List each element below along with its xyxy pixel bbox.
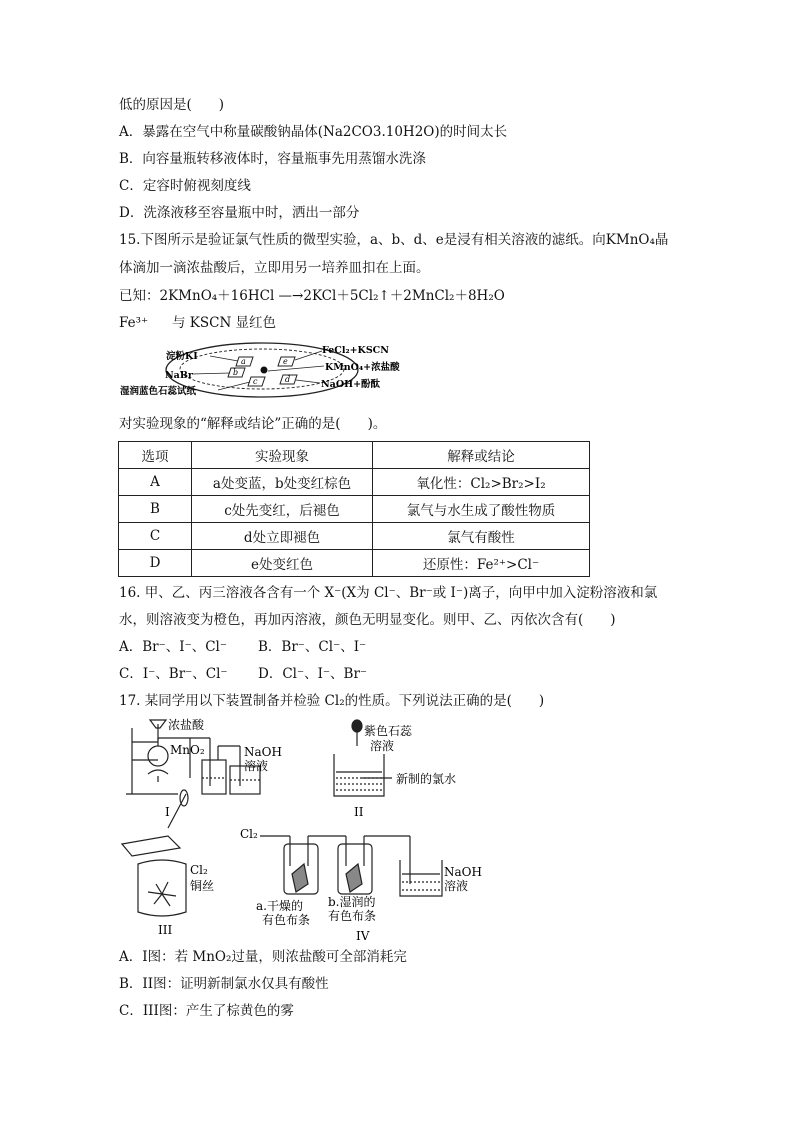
label-wet-litmus: 湿润蓝色石蕊试纸 bbox=[120, 386, 197, 397]
table-header: 选项 bbox=[119, 442, 192, 469]
table-cell: B bbox=[119, 496, 192, 523]
label-starch-ki: 淀粉KI bbox=[166, 351, 198, 362]
table-cell: d处立即褪色 bbox=[192, 523, 373, 550]
q17-apparatus-figure bbox=[118, 716, 490, 944]
q14-option-d: D．洗涤液移至容量瓶中时，洒出一部分 bbox=[119, 205, 360, 221]
q17-option-b: B．II图：证明新制氯水仅具有酸性 bbox=[119, 976, 329, 992]
paper-c-label: c bbox=[253, 377, 258, 386]
table-cell: e处变红色 bbox=[192, 550, 373, 577]
kmno4-crystal bbox=[261, 367, 268, 374]
label-naoh-1: NaOH bbox=[244, 745, 282, 759]
apparatus-3 bbox=[122, 790, 188, 916]
label-figure-4: IV bbox=[356, 929, 370, 943]
q15-question: 对实验现象的“解释或结论”正确的是( )。 bbox=[119, 416, 387, 432]
label-naoh-phenolphthalein: NaOH+酚酞 bbox=[321, 379, 381, 390]
q15-known-equation: 已知：2KMnO₄＋16HCl —→2KCl＋5Cl₂↑＋2MnCl₂＋8H₂O bbox=[119, 288, 505, 304]
label-figure-3: III bbox=[158, 923, 173, 937]
q16-option-b: B．Br⁻、Cl⁻、I⁻ bbox=[258, 639, 367, 655]
label-fecl2-kscn: FeCl₂+KSCN bbox=[322, 345, 389, 356]
paper-d-label: d bbox=[285, 375, 291, 384]
label-cl2-jar: Cl₂ bbox=[190, 863, 208, 877]
table-row bbox=[119, 469, 590, 496]
paper-b-label: b bbox=[233, 368, 239, 377]
table-cell: A bbox=[119, 469, 192, 496]
label-figure-2: II bbox=[354, 805, 364, 819]
table-cell: a处变蓝，b处变红棕色 bbox=[192, 469, 373, 496]
table-cell: D bbox=[119, 550, 192, 577]
q14-stem-tail: 低的原因是( ) bbox=[119, 97, 225, 113]
q16-stem-line2: 水，则溶液变为橙色，再加丙溶液，颜色无明显变化。则甲、乙、丙依次含有( ) bbox=[119, 612, 616, 628]
table-row bbox=[119, 496, 590, 523]
table-row bbox=[119, 523, 590, 550]
q17-stem: 17. 某同学用以下装置制备并检验 Cl₂的性质。下列说法正确的是( ) bbox=[119, 693, 545, 709]
label-solution-2: 溶液 bbox=[444, 879, 469, 893]
q16-stem-line1: 16. 甲、乙、丙三溶液各含有一个 X⁻(X为 Cl⁻、Br⁻或 I⁻)离子，向甲中加入淀粉溶液和氯 bbox=[119, 585, 658, 601]
label-dry-cloth-1: a.干燥的 bbox=[256, 899, 303, 913]
label-mno2: MnO₂ bbox=[170, 743, 205, 757]
q15-fe-ion: Fe³⁺ bbox=[119, 315, 149, 331]
q17-option-c: C．III图：产生了棕黄色的雾 bbox=[119, 1003, 294, 1019]
table-header: 解释或结论 bbox=[373, 442, 590, 469]
q15-stem-line2: 体滴加一滴浓盐酸后，立即用另一培养皿扣在上面。 bbox=[119, 260, 430, 276]
q16-option-d: D．Cl⁻、I⁻、Br⁻ bbox=[258, 666, 368, 682]
paper-a-label: a bbox=[241, 357, 246, 366]
table-cell: 还原性：Fe²⁺>Cl⁻ bbox=[373, 550, 590, 577]
apparatus-4 bbox=[260, 836, 442, 896]
label-purple-litmus: 紫色石蕊 bbox=[364, 724, 413, 738]
table-cell: C bbox=[119, 523, 192, 550]
label-dry-cloth-2: 有色布条 bbox=[262, 913, 311, 927]
q17-option-a: A．I图：若 MnO₂过量，则浓盐酸可全部消耗完 bbox=[119, 949, 407, 965]
q15-fe-note: 与 KSCN 显红色 bbox=[172, 315, 277, 331]
label-fresh-chlorine-water: 新制的氯水 bbox=[396, 772, 457, 786]
table-header: 实验现象 bbox=[192, 442, 373, 469]
q15-table bbox=[118, 441, 590, 577]
label-wet-cloth-1: b.湿润的 bbox=[328, 895, 376, 909]
q15-petri-dish-figure bbox=[118, 338, 400, 404]
q16-option-c: C．I⁻、Br⁻、Cl⁻ bbox=[119, 666, 228, 682]
q15-stem-line1: 15.下图所示是验证氯气性质的微型实验，a、b、d、e是浸有相关溶液的滤纸。向KMnO₄晶 bbox=[119, 232, 669, 248]
label-conc-hcl: 浓盐酸 bbox=[168, 718, 205, 732]
table-cell: 氯气与水生成了酸性物质 bbox=[373, 496, 590, 523]
paper-e-label: e bbox=[283, 357, 288, 366]
label-solution-1: 溶液 bbox=[244, 759, 269, 773]
label-litmus-solution: 溶液 bbox=[370, 739, 395, 753]
label-naoh-2: NaOH bbox=[444, 865, 482, 879]
q14-option-c: C．定容时俯视刻度线 bbox=[119, 178, 251, 194]
table-cell: 氧化性：Cl₂>Br₂>I₂ bbox=[373, 469, 590, 496]
q16-option-a: A．Br⁻、I⁻、Cl⁻ bbox=[119, 639, 227, 655]
q14-option-b: B．向容量瓶转移液体时，容量瓶事先用蒸馏水洗涤 bbox=[119, 151, 426, 167]
label-kmno4-hcl: KMnO₄+浓盐酸 bbox=[325, 362, 400, 373]
table-cell: 氯气有酸性 bbox=[373, 523, 590, 550]
label-cl2-inlet: Cl₂ bbox=[240, 827, 258, 841]
q14-option-a: A．暴露在空气中称量碳酸钠晶体(Na2CO3.10H2O)的时间太长 bbox=[119, 124, 508, 140]
label-wet-cloth-2: 有色布条 bbox=[328, 909, 377, 923]
label-figure-1: I bbox=[165, 805, 170, 819]
table-cell: c处先变红，后褪色 bbox=[192, 496, 373, 523]
table-row bbox=[119, 550, 590, 577]
table-header-row bbox=[119, 442, 590, 469]
label-nabr: NaBr bbox=[165, 370, 193, 381]
label-copper-wire: 铜丝 bbox=[190, 879, 215, 893]
